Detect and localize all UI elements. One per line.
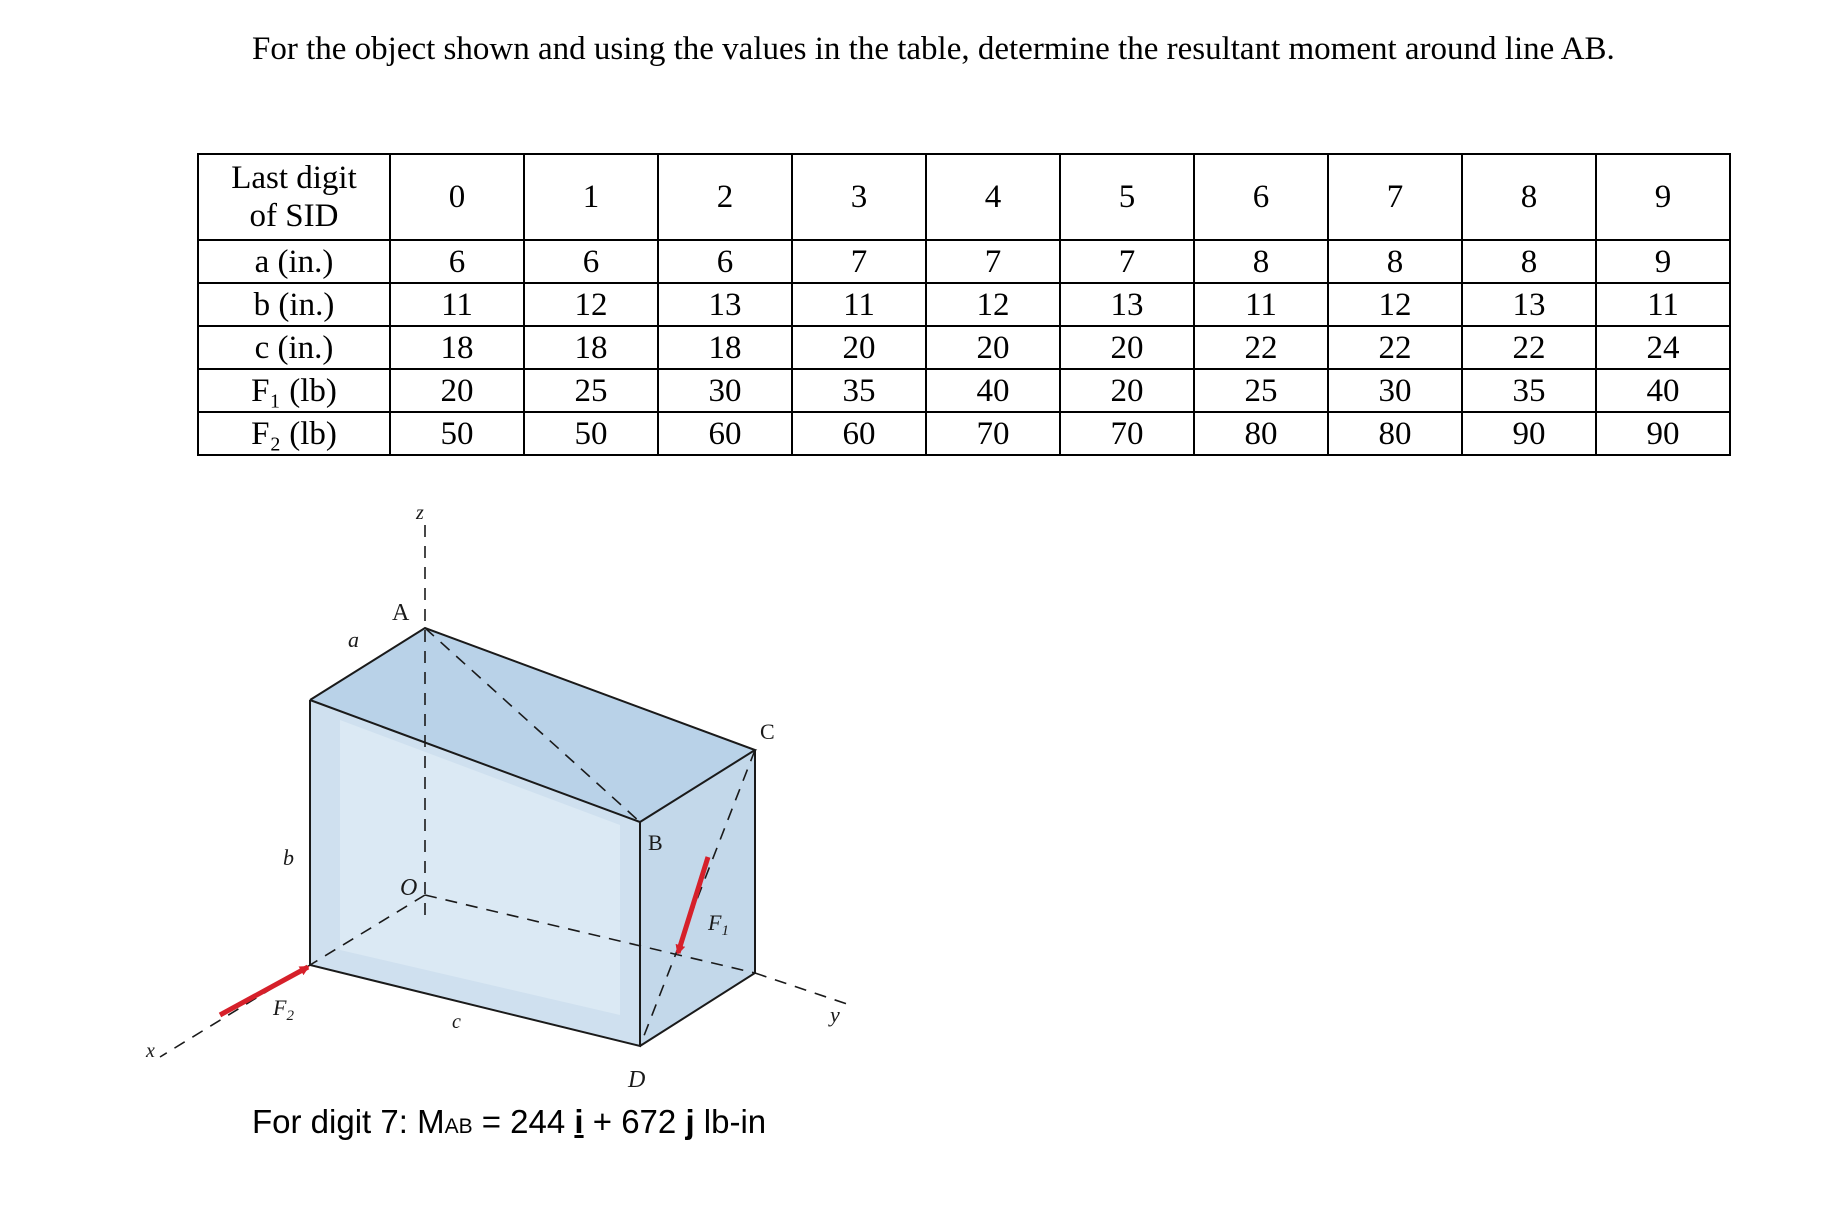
value-cell: 30 — [658, 369, 792, 412]
value-cell: 25 — [524, 369, 658, 412]
answer-eq: = 244 — [472, 1103, 575, 1140]
digit-header-cell: 4 — [926, 154, 1060, 240]
value-cell: 50 — [390, 412, 524, 455]
value-cell: 6 — [390, 240, 524, 283]
value-cell: 18 — [524, 326, 658, 369]
table-row — [198, 326, 1730, 369]
digit-header-cell: 8 — [1462, 154, 1596, 240]
y-axis-line — [755, 973, 850, 1005]
answer-line — [252, 1103, 766, 1141]
label-y: y — [830, 1002, 840, 1027]
value-cell: 11 — [390, 283, 524, 326]
label-d-point: D — [628, 1067, 646, 1093]
digit-header-cell: 9 — [1596, 154, 1730, 240]
label-b-point: B — [648, 830, 663, 855]
value-cell: 22 — [1328, 326, 1462, 369]
label-f1: $F_1$ — [708, 910, 729, 939]
value-cell: 35 — [792, 369, 926, 412]
answer-plus: + 672 — [583, 1103, 686, 1140]
digit-header-cell: 7 — [1328, 154, 1462, 240]
label-a-point: A — [392, 600, 410, 626]
header-label-cell — [198, 154, 390, 240]
value-cell: 60 — [792, 412, 926, 455]
row-label-cell: F₂ (lb) — [198, 412, 390, 455]
value-cell: 22 — [1462, 326, 1596, 369]
value-cell: 30 — [1328, 369, 1462, 412]
value-cell: 7 — [1060, 240, 1194, 283]
row-label-cell: c (in.) — [198, 326, 390, 369]
value-cell: 8 — [1462, 240, 1596, 283]
value-cell: 20 — [1060, 326, 1194, 369]
value-cell: 7 — [792, 240, 926, 283]
value-cell: 60 — [658, 412, 792, 455]
value-cell: 13 — [1060, 283, 1194, 326]
answer-prefix: For digit 7: M — [252, 1103, 445, 1140]
value-cell: 25 — [1194, 369, 1328, 412]
label-o: O — [400, 875, 418, 901]
unit-vector-j: j — [685, 1103, 695, 1140]
value-cell: 13 — [1462, 283, 1596, 326]
table-row — [198, 412, 1730, 455]
label-c-dim: c — [452, 1011, 461, 1033]
table-row — [198, 240, 1730, 283]
value-cell: 80 — [1328, 412, 1462, 455]
digit-header-cell: 6 — [1194, 154, 1328, 240]
value-cell: 50 — [524, 412, 658, 455]
value-cell: 6 — [524, 240, 658, 283]
value-cell: 22 — [1194, 326, 1328, 369]
table-header-row — [198, 154, 1730, 240]
value-cell: 20 — [926, 326, 1060, 369]
value-cell: 20 — [1060, 369, 1194, 412]
value-cell: 11 — [1194, 283, 1328, 326]
value-cell: 70 — [1060, 412, 1194, 455]
answer-subscript: AB — [444, 1115, 473, 1138]
value-cell: 12 — [1328, 283, 1462, 326]
value-cell: 13 — [658, 283, 792, 326]
label-b-dim: b — [283, 845, 294, 870]
digit-header-cell: 0 — [390, 154, 524, 240]
value-cell: 11 — [1596, 283, 1730, 326]
value-cell: 18 — [658, 326, 792, 369]
value-cell: 40 — [926, 369, 1060, 412]
header-label-line: Last digit — [231, 160, 357, 196]
label-x: x — [146, 1040, 155, 1062]
answer-unit: lb-in — [694, 1103, 767, 1140]
value-cell: 18 — [390, 326, 524, 369]
box-figure — [130, 495, 930, 1110]
box-diagram — [130, 495, 930, 1105]
row-label-cell: a (in.) — [198, 240, 390, 283]
digit-header-cell: 2 — [658, 154, 792, 240]
value-cell: 8 — [1194, 240, 1328, 283]
digit-header-cell: 1 — [524, 154, 658, 240]
value-cell: 20 — [390, 369, 524, 412]
row-label-cell: F₁ (lb) — [198, 369, 390, 412]
value-cell: 35 — [1462, 369, 1596, 412]
table-row — [198, 283, 1730, 326]
value-cell: 12 — [524, 283, 658, 326]
value-cell: 24 — [1596, 326, 1730, 369]
values-table — [197, 153, 1731, 456]
value-cell: 7 — [926, 240, 1060, 283]
value-cell: 80 — [1194, 412, 1328, 455]
value-cell: 40 — [1596, 369, 1730, 412]
header-label-line: of SID — [249, 198, 339, 234]
value-cell: 6 — [658, 240, 792, 283]
digit-header-cell: 5 — [1060, 154, 1194, 240]
value-cell: 90 — [1462, 412, 1596, 455]
unit-vector-i: i — [574, 1103, 584, 1140]
value-cell: 11 — [792, 283, 926, 326]
label-f2: $F_2$ — [273, 995, 294, 1024]
value-cell: 70 — [926, 412, 1060, 455]
label-c-point: C — [760, 719, 775, 744]
digit-header-cell: 3 — [792, 154, 926, 240]
value-cell: 12 — [926, 283, 1060, 326]
table-row — [198, 369, 1730, 412]
label-a-dim: a — [348, 627, 359, 652]
problem-statement: For the object shown and using the values in the table, determine the resultant moment around line AB. — [252, 31, 1615, 67]
row-label-cell: b (in.) — [198, 283, 390, 326]
value-cell: 20 — [792, 326, 926, 369]
force-f2-arrow — [220, 967, 308, 1015]
value-cell: 8 — [1328, 240, 1462, 283]
value-cell: 90 — [1596, 412, 1730, 455]
label-z: z — [416, 502, 424, 524]
value-cell: 9 — [1596, 240, 1730, 283]
